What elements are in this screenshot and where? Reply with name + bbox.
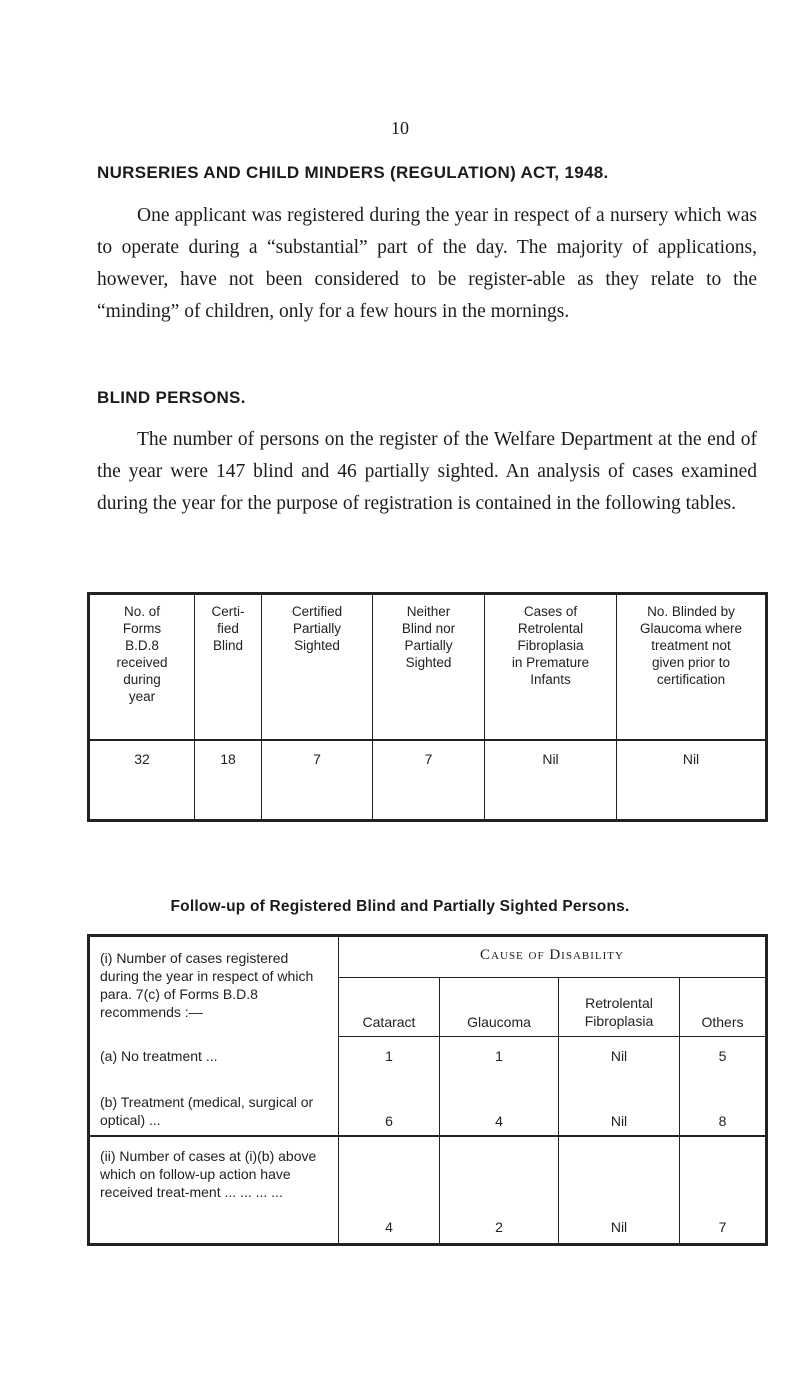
cell-neither: 7 — [373, 740, 485, 821]
cell-a-retrolental: Nil — [559, 1037, 680, 1076]
cell-a-cataract: 1 — [339, 1037, 440, 1076]
table-header-row — [89, 594, 767, 741]
cell-forms-received: 32 — [89, 740, 195, 821]
col-glaucoma-blinded: No. Blinded by Glaucoma where treatment not given prior to certification — [617, 594, 767, 741]
cause-of-disability-header: Cause of Disability — [480, 947, 624, 963]
col-others: Others — [680, 978, 767, 1037]
col-retrolental-fibroplasia: Retrolental Fibroplasia — [559, 978, 680, 1037]
cell-certified-blind: 18 — [195, 740, 262, 821]
table-row — [89, 740, 767, 821]
cell-ii-glaucoma: 2 — [440, 1136, 559, 1245]
cell-ii-others: 7 — [680, 1136, 767, 1245]
col-retrolental: Cases of Retrolental Fibroplasia in Premature Infants — [485, 594, 617, 741]
cell-ii-cataract: 4 — [339, 1136, 440, 1245]
cell-ii-retrolental: Nil — [559, 1136, 680, 1245]
cell-a-others: 5 — [680, 1037, 767, 1076]
col-glaucoma: Glaucoma — [440, 978, 559, 1037]
col-forms-received: No. of Forms B.D.8 received during year — [116, 604, 168, 704]
cell-b-glaucoma: 4 — [440, 1075, 559, 1136]
row-i-label: (i) Number of cases registered during the year in respect of which para. 7(c) of Forms B.D.8 recommends :— — [89, 936, 339, 1037]
blind-persons-paragraph: The number of persons on the register of the Welfare Department at the end of the year were 147 blind and 46 partially sighted. An analysis of cases examined during the year for the purpose of registration is contained in the following tables. — [97, 429, 757, 514]
followup-heading: Follow-up of Registered Blind and Partially Sighted Persons. — [170, 898, 630, 915]
followup-table — [87, 934, 768, 1246]
row-ii-label: (ii) Number of cases at (i)(b) above which on follow-up action have received treat-ment ... ... ... ... — [89, 1136, 339, 1245]
registration-table — [87, 592, 768, 822]
col-certified-blind: Certi- fied Blind — [195, 594, 262, 741]
cell-b-others: 8 — [680, 1075, 767, 1136]
table-row — [89, 1075, 767, 1136]
cell-glaucoma-blinded: Nil — [617, 740, 767, 821]
col-neither: Neither Blind nor Partially Sighted — [373, 594, 485, 741]
cell-a-glaucoma: 1 — [440, 1037, 559, 1076]
row-a-label: (a) No treatment ... — [89, 1037, 339, 1076]
blind-persons-heading: BLIND PERSONS. — [97, 388, 246, 407]
cause-header-row — [89, 936, 767, 978]
cell-certified-partially-sighted: 7 — [262, 740, 373, 821]
table-row — [89, 1037, 767, 1076]
cell-b-cataract: 6 — [385, 1113, 393, 1129]
table-row — [89, 1136, 767, 1245]
page-number: 10 — [391, 118, 409, 138]
cell-b-retrolental: Nil — [559, 1075, 680, 1136]
col-cataract: Cataract — [339, 978, 440, 1037]
col-certified-partially-sighted: Certified Partially Sighted — [262, 594, 373, 741]
cell-retrolental: Nil — [485, 740, 617, 821]
row-b-label: (b) Treatment (medical, surgical or optical) ... — [89, 1075, 339, 1136]
nurseries-heading: NURSERIES AND CHILD MINDERS (REGULATION) ACT, 1948. — [97, 163, 609, 182]
nurseries-paragraph: One applicant was registered during the year in respect of a nursery which was to operate during a “substantial” part of the day. The majority of applications, however, have not been considered to be register-able as they relate to the “minding” of children, only for a few hours in the mornings. — [97, 205, 757, 322]
